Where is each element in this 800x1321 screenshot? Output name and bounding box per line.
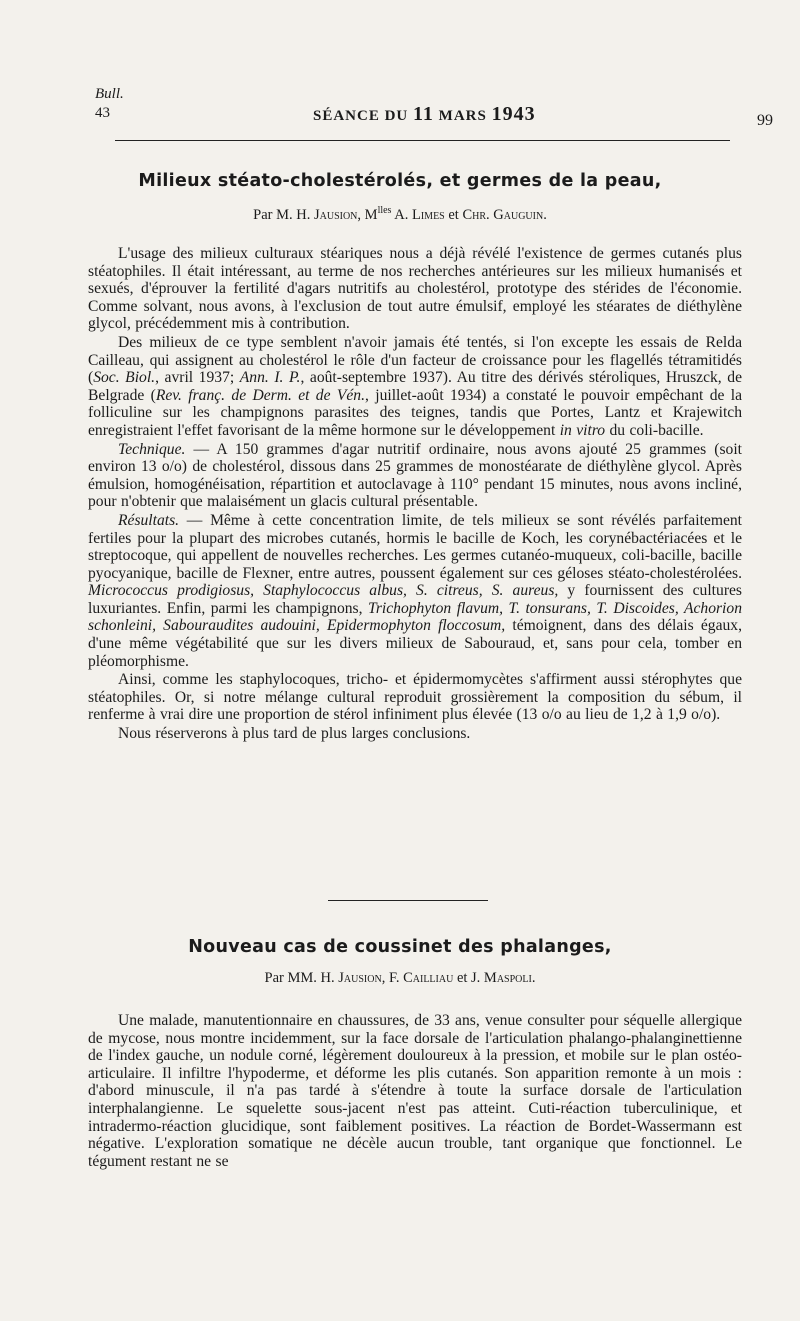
running-header <box>313 103 536 126</box>
byline-chr: Chr. <box>462 206 494 223</box>
article2-byline <box>0 970 800 987</box>
byline-sep: , M <box>357 206 378 223</box>
article2-title: Nouveau cas de coussinet des phalanges, <box>188 937 612 957</box>
article2-paragraph-1: Une malade, manutentionnaire en chaussures, de 33 ans, venue consulter pour séquelle allergique de mycose, nous montre incidemment, sur la face dorsale de l'articulation phalango-phalanginettienne de l'index gauche, un nodule corné, légèrement douloureux à la pression, et mobile sur le plan ostéo-articulaire. Il infiltre l'hypoderme, et déforme les plis cutanés. Son apparition remonte à un mois : d'abord minuscule, il n'a pas tardé à s'étendre à toute la surface dorsale de l'articulation interphalangienne. Le squelette sous-jacent n'est pas atteint. Cuti-réaction tuberculinique, et intradermo-réaction glucidique, sont faiblement positives. La réaction de Bordet-Wassermann est négative. L'exploration somatique ne décèle aucun trouble, tant organique que fonctionnel. Le tégument restant ne se <box>88 1012 742 1170</box>
byline2-et: et J. <box>453 970 484 986</box>
header-rule <box>115 140 730 141</box>
author-jausion: Jausion <box>313 206 358 223</box>
article1-paragraph-2: Des milieux de ce type semblent n'avoir jamais été tentés, si l'on excepte les essais de Relda Cailleau, qui assignent au cholestérol le rôle d'un facteur de croissance pour les flagellés tétramitidés (Soc. Biol., avril 1937; Ann. I. P., août-septembre 1937). Au titre des dérivés stéroliques, Hruszck, de Belgrade (Rev. franç. de Derm. et de Vén., juillet-août 1934) a constaté le pouvoir empêchant de la folliculine sur les champignons parasites des teignes, tandis que Portes, Lantz et Krajewitch enregistraient l'effet favorisant de la même hormone sur le développement in vitro du coli-bacille. <box>88 333 742 439</box>
byline-end: . <box>543 206 547 223</box>
byline2-end: . <box>531 970 536 986</box>
byline-m: M. H. <box>276 206 314 223</box>
byline2-par: Par MM. H. <box>264 970 339 986</box>
section-divider <box>328 900 488 901</box>
running-year: 1943 <box>491 103 536 125</box>
byline-par: Par <box>253 206 277 223</box>
article1-byline <box>0 205 800 224</box>
article1-paragraph-1: L'usage des milieux culturaux stéariques nous a déjà révélé l'existence de germes cutanés plus stéatophiles. Il était intéressant, au terme de nos recherches antérieures sur les milieux humanisés et sexués, d'éprouver la fertilité d'agars nutritifs au cholestérol, prototype des stérides de l'économie. Comme solvant, nous avons, à l'exclusion de tout autre émulsif, employé les stéarates de diéthylène glycol, précédemment mis à contribution. <box>88 245 742 333</box>
journal-abbrev: Bull. <box>95 86 124 102</box>
running-day: 11 <box>413 103 434 125</box>
running-mid: MARS <box>433 108 492 124</box>
author2-jausion: Jausion <box>338 970 382 986</box>
article1-body <box>88 245 742 743</box>
byline-a: A. <box>391 206 412 223</box>
running-pre: SÉANCE DU <box>313 108 414 124</box>
journal-volume: 43 <box>95 105 110 121</box>
article1-paragraph-ainsi: Ainsi, comme les staphylocoques, tricho- et épidermomycètes s'affirment aussi stérophytes que stéatophiles. Or, si notre mélange cultural reproduit grossièrement la composition du sébum, il renferme à vrai dire une proportion de stérol infiniment plus élevée (13 o/o au lieu de 1,2 à 1,9 o/o). <box>88 671 742 724</box>
article1-paragraph-technique: Technique. — A 150 grammes d'agar nutritif ordinaire, nous avons ajouté 25 grammes (soit environ 13 o/o) de cholestérol, dissous dans 25 grammes de monostéarate de diéthylène glycol. Après émulsion, homogénéisation, répartition et autoclavage à 110° pendant 15 minutes, nous avons incliné, pour n'obtenir que malaisément un glacis cultural présentable. <box>88 440 742 511</box>
article2-body <box>88 1012 742 1170</box>
byline-et: et <box>444 206 463 223</box>
article1-paragraph-resultats: Résultats. — Même à cette concentration limite, de tels milieux se sont révélés parfaitement fertiles pour la plupart des microbes cutanés, hormis le bacille de Koch, les corynébactériacées et le streptocoque, qui appellent de nouvelles recherches. Les germes cutanéo-muqueux, coli-bacille, bacille pyocyanique, bacille de Flexner, entre autres, poussent également sur ces géloses stéato-cholestérolées. Micrococcus prodigiosus, Staphylococcus albus, S. citreus, S. aureus, y fournissent des cultures luxuriantes. Enfin, parmi les champignons, Trichophyton flavum, T. tonsurans, T. Discoides, Achorion schonleini, Sabouraudites audouini, Epidermophyton floccosum, témoignent, dans des délais égaux, d'une même végétabilité que sur les divers milieux de Sabouraud, et, sans pour cela, tomber en pléomorphisme. <box>88 511 742 670</box>
byline2-f: , F. <box>381 970 404 986</box>
article1-title: Milieux stéato-cholestérolés, et germes de la peau, <box>138 171 662 191</box>
author2-maspoli: Maspoli <box>483 970 532 986</box>
author-limes: Limes <box>412 206 445 223</box>
byline-mlles: lles <box>377 205 392 216</box>
author-gauguin: Gauguin <box>493 206 544 223</box>
page-number: 99 <box>757 112 773 129</box>
article1-paragraph-conclusion: Nous réserverons à plus tard de plus larges conclusions. <box>118 725 471 743</box>
author2-cailliau: Cailliau <box>403 970 454 986</box>
